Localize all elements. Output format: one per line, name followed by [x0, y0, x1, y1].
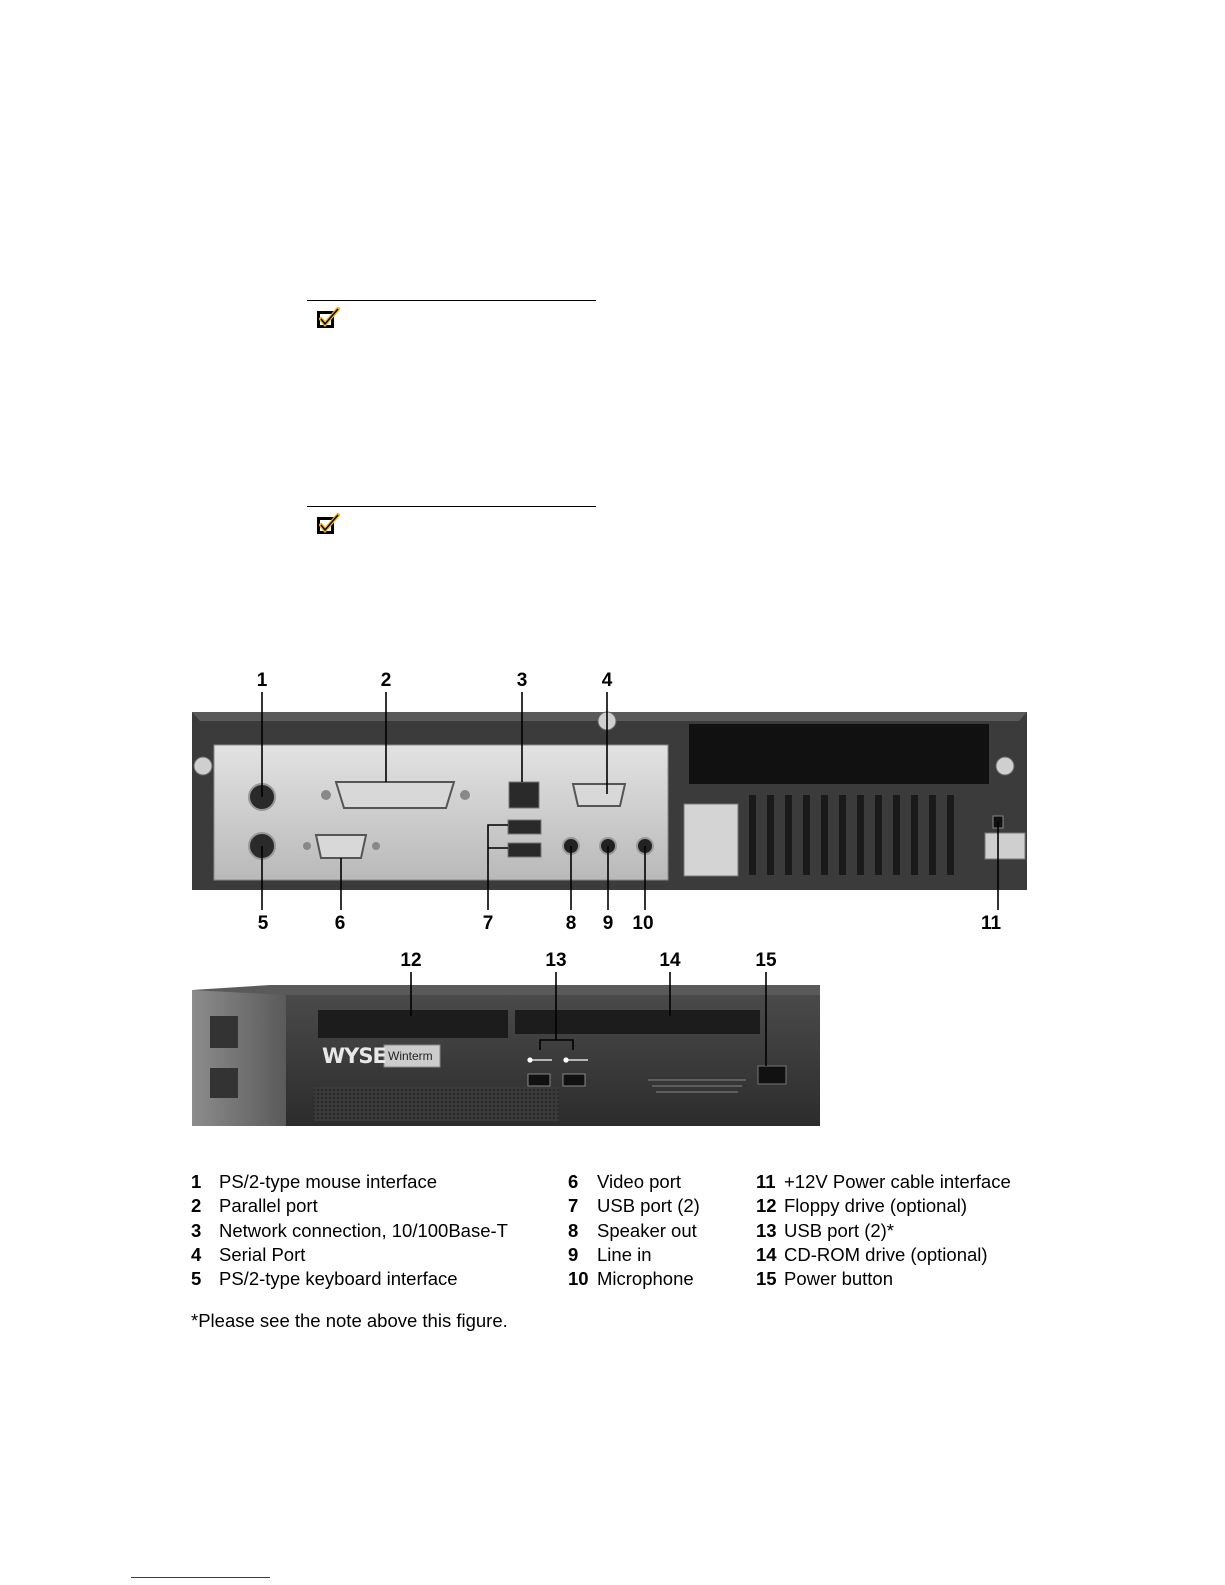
- figure-footnote: *Please see the note above this figure.: [191, 1310, 508, 1331]
- legend-item: [191, 1267, 508, 1291]
- legend-item: [568, 1194, 700, 1218]
- callout-rear: 4: [601, 670, 613, 691]
- callout-front: 12: [400, 950, 422, 971]
- callout-rear: 10: [632, 913, 654, 934]
- legend-text: Parallel port: [219, 1195, 318, 1217]
- callout-front: 14: [659, 950, 681, 971]
- usb-port-front: [563, 1074, 585, 1086]
- legend-item: [756, 1170, 1011, 1194]
- callout-front: 15: [755, 950, 777, 971]
- legend-number: 1: [191, 1171, 202, 1192]
- ethernet-port: [509, 782, 539, 808]
- legend-item: [756, 1219, 1011, 1243]
- rear-label-sticker: [684, 804, 738, 876]
- legend-text: PS/2-type keyboard interface: [219, 1268, 458, 1290]
- legend-text: CD-ROM drive (optional): [784, 1243, 988, 1265]
- legend-text: Power button: [784, 1268, 894, 1290]
- callout-rear: 3: [516, 670, 528, 691]
- callout-rear: 5: [257, 913, 269, 934]
- rear-view: [192, 712, 1027, 890]
- legend-item: [191, 1243, 508, 1267]
- usb-port-rear: [508, 820, 541, 834]
- wyse-logo: WYSE: [322, 1044, 386, 1068]
- legend-text: Serial Port: [219, 1243, 306, 1265]
- usb-port-rear: [508, 843, 541, 857]
- front-view: [192, 985, 820, 1126]
- legend-item: [568, 1267, 700, 1291]
- legend-number: 9: [568, 1243, 579, 1265]
- legend-text: PS/2-type mouse interface: [219, 1171, 437, 1192]
- legend-number: 7: [568, 1195, 579, 1217]
- legend-text: Floppy drive (optional): [784, 1195, 968, 1217]
- legend-number: 2: [191, 1195, 202, 1217]
- callout-rear: 6: [334, 913, 346, 934]
- cdrom-drive-bay: [515, 1010, 760, 1034]
- legend-number: 5: [191, 1268, 202, 1290]
- legend-column-2: [568, 1170, 700, 1291]
- legend-item: [756, 1267, 1011, 1291]
- legend-number: 8: [568, 1219, 579, 1241]
- legend-column-1: [191, 1170, 508, 1291]
- callout-rear: 11: [980, 913, 1002, 934]
- legend-item: [756, 1194, 1011, 1218]
- serial-port: [573, 784, 625, 806]
- legend-number: 14: [756, 1243, 777, 1265]
- legend-text: Microphone: [597, 1268, 694, 1290]
- footer-link-underline: [131, 1577, 270, 1578]
- usb-port-front: [528, 1074, 550, 1086]
- legend-item: [568, 1170, 700, 1194]
- legend-number: 12: [756, 1195, 777, 1217]
- winterm-badge-text: Winterm: [388, 1049, 433, 1063]
- legend-item: [756, 1243, 1011, 1267]
- legend-text: USB port (2): [597, 1195, 700, 1217]
- callout-rear: 7: [482, 913, 494, 934]
- callout-rear: 9: [602, 913, 614, 934]
- callout-front: 13: [545, 950, 567, 971]
- legend-text: Video port: [597, 1171, 681, 1192]
- parallel-port: [336, 782, 454, 808]
- legend-item: [568, 1219, 700, 1243]
- legend-text: Line in: [597, 1243, 652, 1265]
- legend-number: 15: [756, 1268, 777, 1290]
- vga-port: [316, 835, 366, 858]
- legend-number: 4: [191, 1243, 202, 1265]
- legend-number: 3: [191, 1219, 202, 1241]
- legend-item: [191, 1219, 508, 1243]
- legend-number: 6: [568, 1171, 579, 1192]
- callout-rear: 1: [256, 670, 268, 691]
- legend-item: [191, 1194, 508, 1218]
- legend-text: Speaker out: [597, 1219, 697, 1241]
- callout-rear: 2: [380, 670, 392, 691]
- legend-text: +12V Power cable interface: [784, 1171, 1011, 1192]
- legend-item: [568, 1243, 700, 1267]
- legend-item: [191, 1170, 508, 1194]
- legend-number: 10: [568, 1268, 589, 1290]
- legend-text: Network connection, 10/100Base-T: [219, 1219, 508, 1241]
- legend-text: USB port (2)*: [784, 1219, 895, 1241]
- floppy-drive-bay: [318, 1010, 508, 1038]
- legend-column-3: [756, 1170, 1011, 1291]
- power-button: [758, 1066, 786, 1084]
- callout-rear: 8: [565, 913, 577, 934]
- legend-number: 13: [756, 1219, 777, 1241]
- legend-number: 11: [756, 1171, 776, 1192]
